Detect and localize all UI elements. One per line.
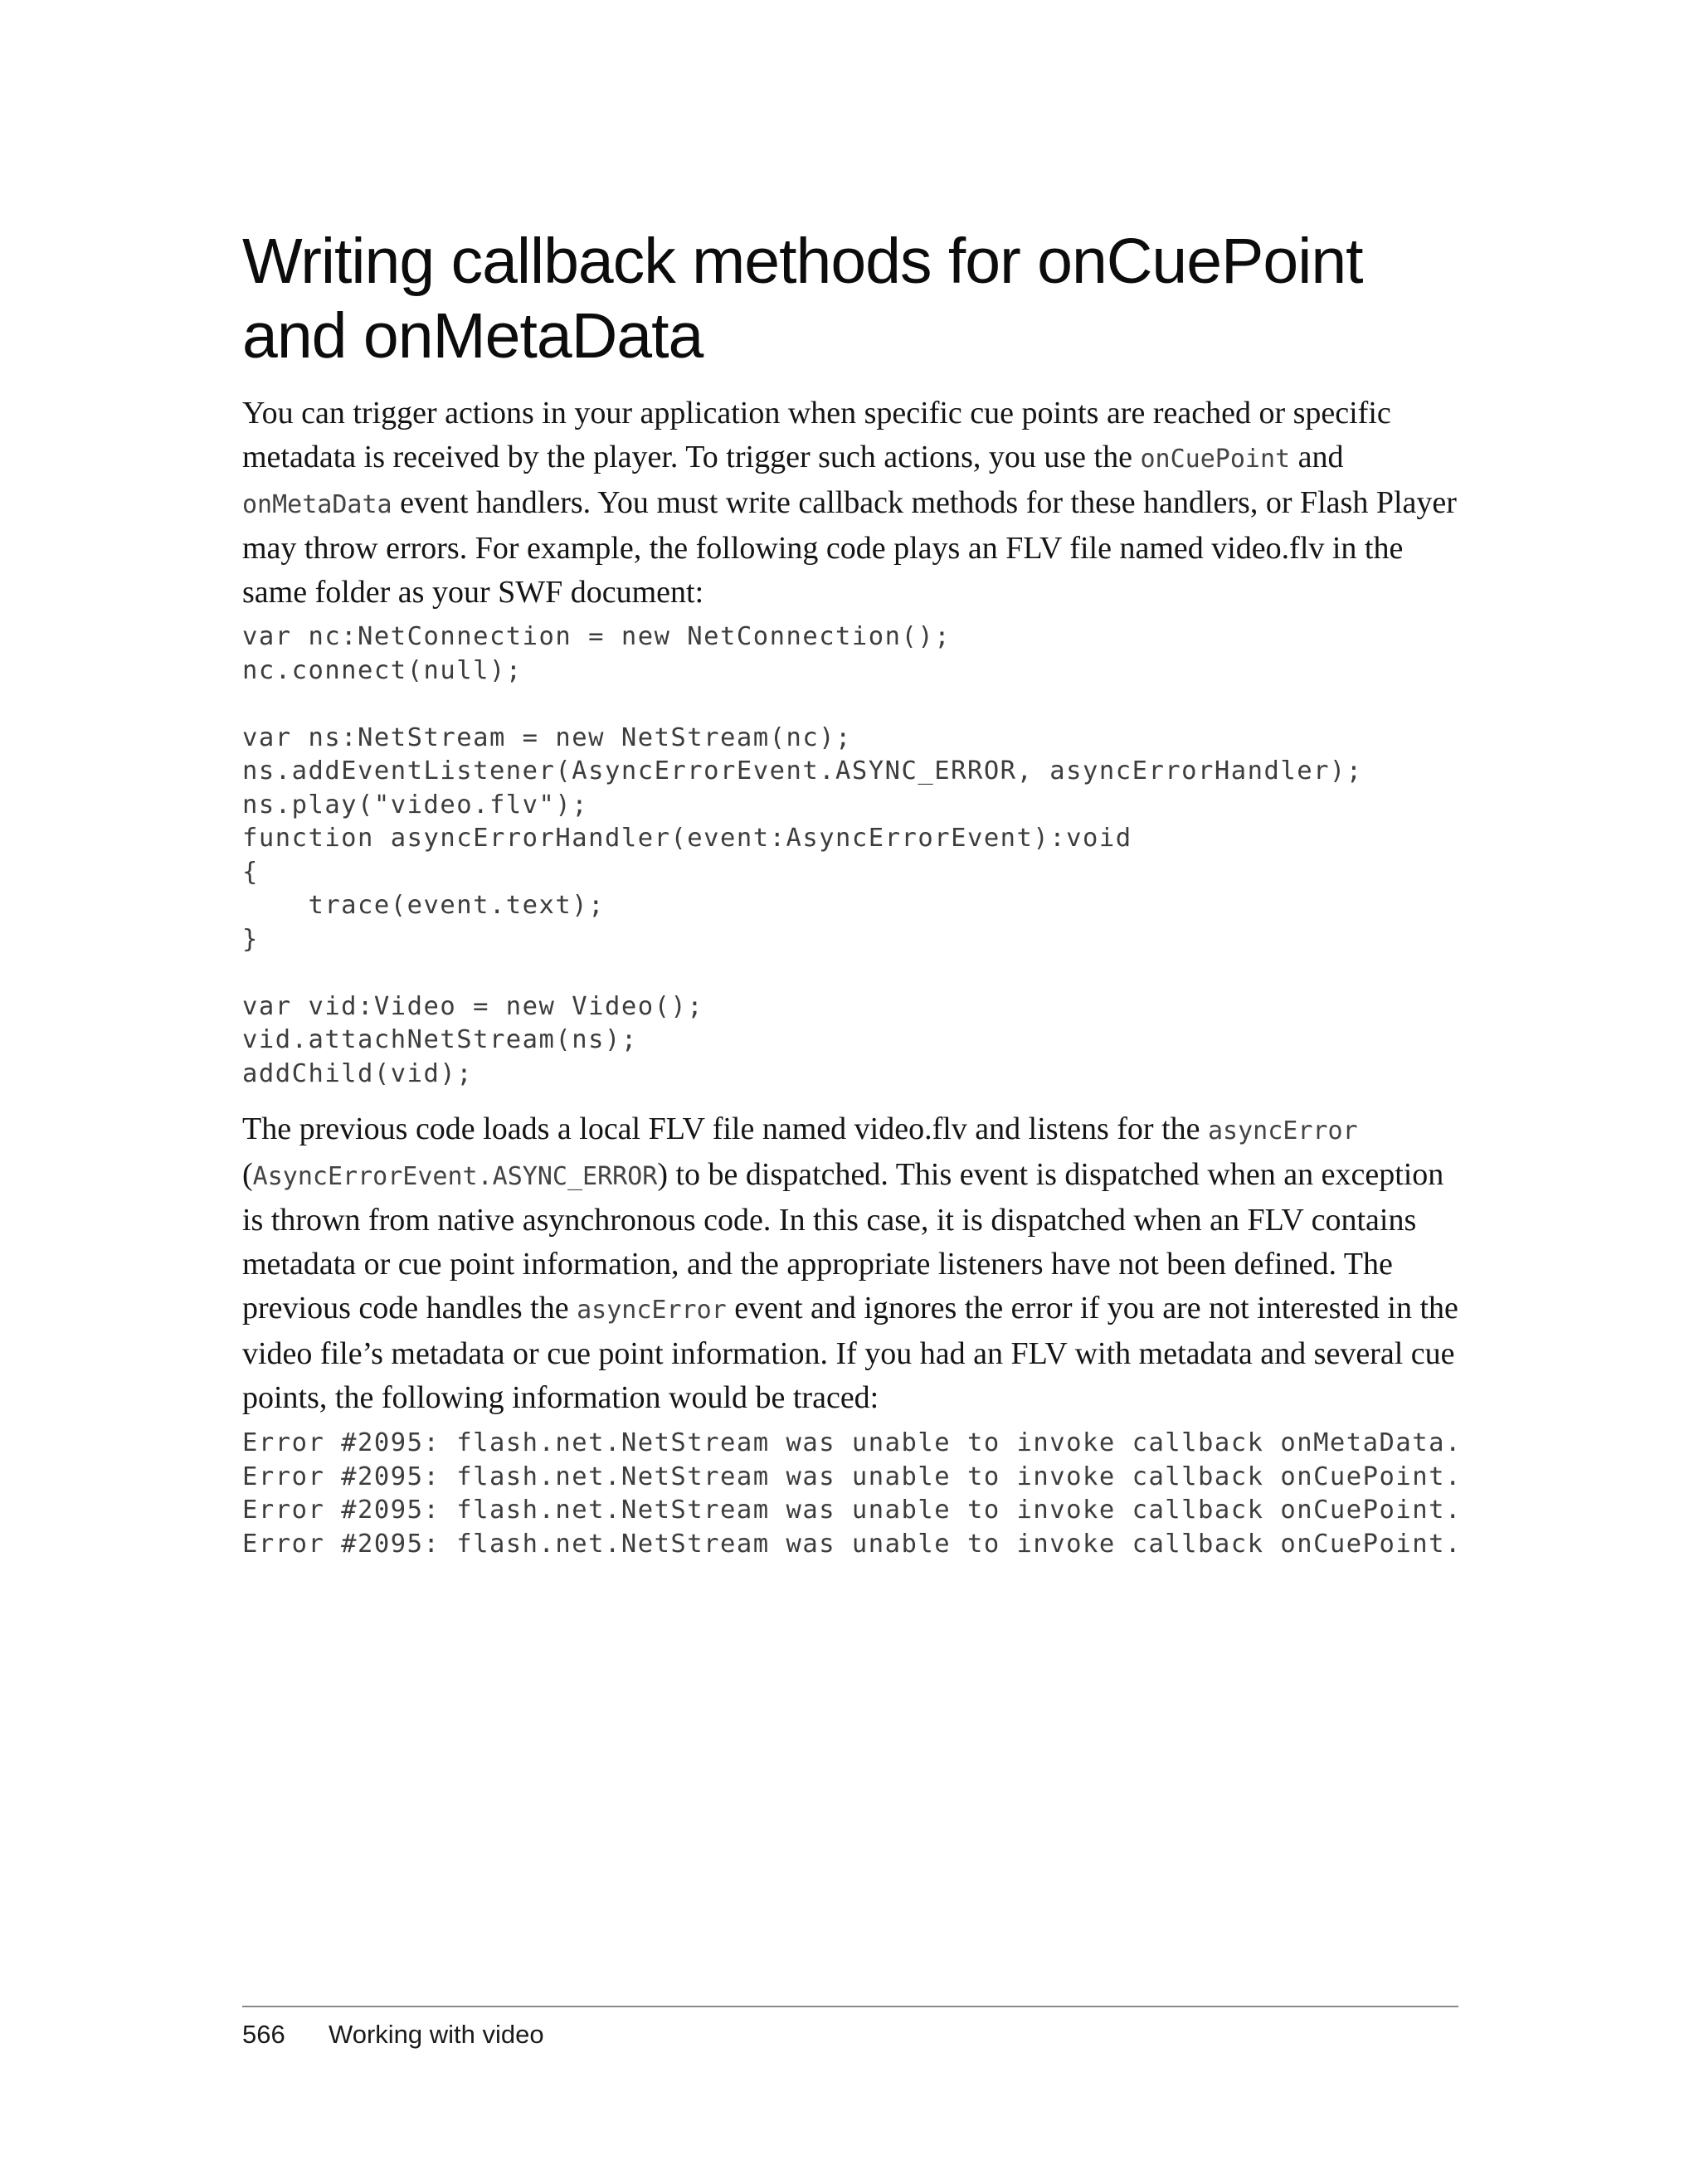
page-title: [242, 224, 1487, 373]
explanation-paragraph: [242, 1107, 1462, 1420]
inline-code-onmetadata: onMetaData: [242, 490, 392, 519]
inline-code-asyncerror-2: asyncError: [577, 1296, 727, 1325]
intro-text-2: and: [1290, 440, 1344, 474]
explanation-text-1: The previous code loads a local FLV file named video.flv and listens for the: [242, 1111, 1208, 1146]
inline-code-oncuepoint: onCuePoint: [1140, 445, 1291, 474]
page-footer: [242, 2018, 544, 2051]
page-number: 566: [242, 2020, 285, 2049]
code-example: var nc:NetConnection = new NetConnection(); nc.connect(null); var ns:NetStream = new NetStream(nc); ns.addEventListener(AsyncErrorEvent.ASYNC_ERROR, asyncErrorHandler); ns.play("video.flv"); function asyncErrorHandler(event:AsyncErrorEvent):void { trace(event.text); } var vid:Video = new Video(); vid.attachNetStream(ns); addChild(vid);: [242, 622, 1363, 1088]
explanation-text-2: (: [242, 1157, 253, 1192]
intro-text-3: event handlers. You must write callback methods for these handlers, or Flash Player may throw errors. For example, the following code plays an FLV file named video.flv in the same folder as your SWF document:: [242, 485, 1457, 610]
page-title-line-1: Writing callback methods for onCuePoint: [242, 226, 1363, 297]
explanation-text-4: event and ignores the error if you are not interested in the video file’s metadata or cue point information. If you had an FLV with metadata and several cue points, the following information would be traced:: [242, 1291, 1458, 1415]
intro-text-1: You can trigger actions in your application when specific cue points are reached or specific metadata is received by the player. To trigger such actions, you use the: [242, 396, 1391, 474]
inline-code-async-error-constant: AsyncErrorEvent.ASYNC_ERROR: [252, 1162, 658, 1191]
inline-code-asyncerror: asyncError: [1208, 1116, 1358, 1146]
explanation-text-3: ) to be dispatched. This event is dispatched when an exception is thrown from native asynchronous code. In this case, it is dispatched when an FLV contains metadata or cue point information, and the appropriate listeners have not been defined. The previous code handles the: [242, 1157, 1444, 1325]
intro-paragraph: [242, 392, 1462, 615]
trace-output: Error #2095: flash.net.NetStream was unable to invoke callback onMetaData. Error #2095: flash.net.NetStream was unable to invoke callback onCuePoint. Error #2095: flash.net.NetStream was unable to invoke callback onCuePoint. Error #2095: flash.net.NetStream was unable to invoke callback onCuePoint.: [242, 1428, 1462, 1559]
footer-section-title: Working with video: [329, 2020, 544, 2049]
footer-divider: [242, 2006, 1458, 2007]
page-title-line-2: and onMetaData: [242, 300, 703, 372]
